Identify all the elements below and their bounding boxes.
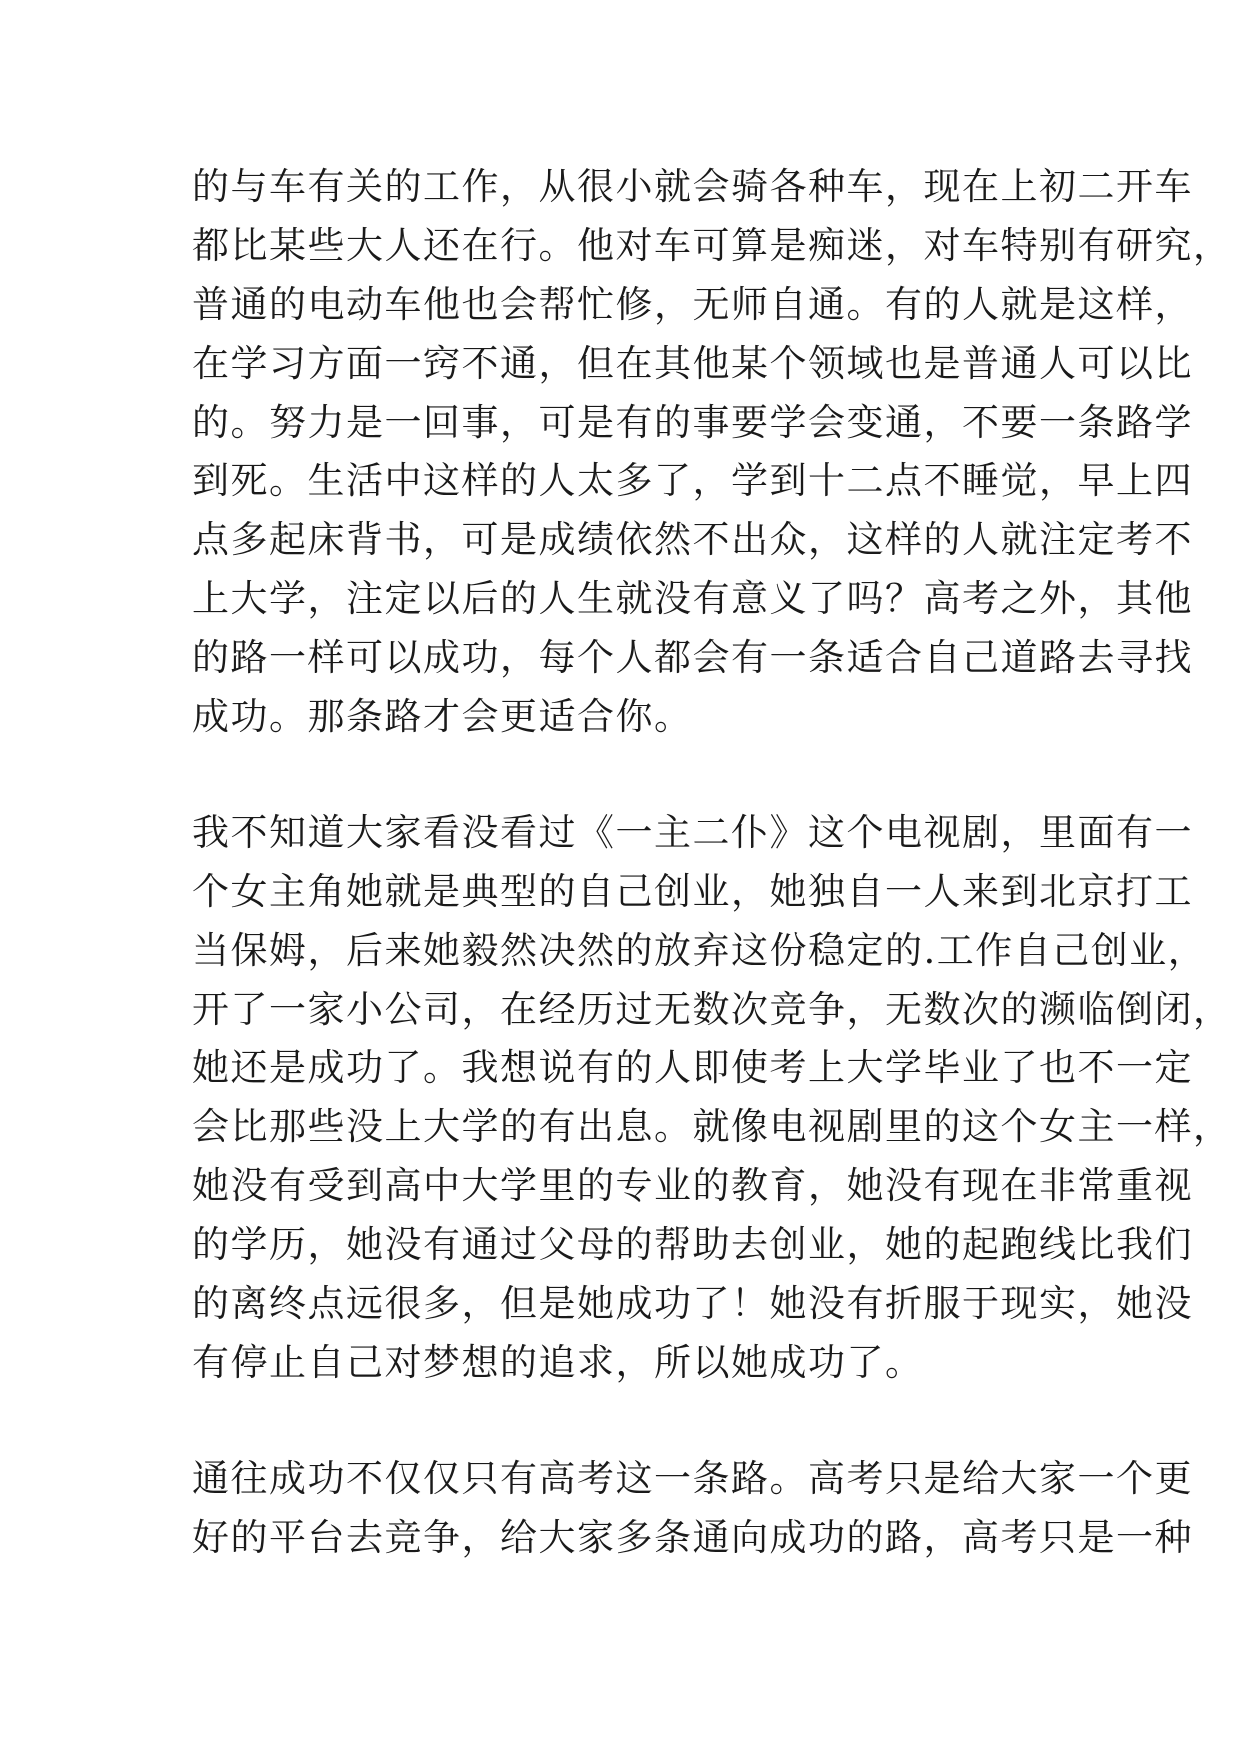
text-line: 会比那些没上大学的有出息。就像电视剧里的这个女主一样， <box>192 1105 1232 1149</box>
text-line: 她没有受到高中大学里的专业的教育，她没有现在非常重视 <box>192 1164 1193 1208</box>
text-line: 上大学，注定以后的人生就没有意义了吗？高考之外，其他 <box>192 577 1193 621</box>
text-line: 当保姆，后来她毅然决然的放弃这份稳定的.工作自己创业， <box>192 928 1207 972</box>
text-line: 个女主角她就是典型的自己创业，她独自一人来到北京打工 <box>192 869 1193 913</box>
paragraph-2 <box>192 804 1232 1393</box>
paragraph-1 <box>192 158 1232 747</box>
text-line: 的与车有关的工作，从很小就会骑各种车，现在上初二开车 <box>192 165 1193 208</box>
text-line: 开了一家小公司，在经历过无数次竞争，无数次的濒临倒闭， <box>192 987 1232 1031</box>
text-line: 的路一样可以成功，每个人都会有一条适合自己道路去寻找 <box>192 636 1193 680</box>
paragraph-spacer <box>192 1393 1072 1450</box>
text-line: 的。努力是一回事，可是有的事要学会变通，不要一条路学 <box>192 400 1193 444</box>
text-line: 在学习方面一窍不通，但在其他某个领域也是普通人可以比 <box>192 341 1193 385</box>
text-line: 的离终点远很多，但是她成功了！她没有折服于现实，她没 <box>192 1282 1193 1326</box>
text-line: 普通的电动车他也会帮忙修，无师自通。有的人就是这样， <box>192 282 1193 326</box>
text-line: 成功。那条路才会更适合你。 <box>192 695 693 739</box>
text-line: 好的平台去竞争，给大家多条通向成功的路，高考只是一种 <box>192 1515 1193 1559</box>
text-line: 有停止自己对梦想的追求，所以她成功了。 <box>192 1340 924 1384</box>
text-line: 她还是成功了。我想说有的人即使考上大学毕业了也不一定 <box>192 1046 1193 1090</box>
text-line: 点多起床背书，可是成绩依然不出众，这样的人就注定考不 <box>192 518 1193 562</box>
text-line: 到死。生活中这样的人太多了，学到十二点不睡觉，早上四 <box>192 459 1193 503</box>
paragraph-3 <box>192 1450 1193 1568</box>
paragraph-spacer <box>192 747 1072 804</box>
document-body <box>192 158 1232 1568</box>
text-line: 的学历，她没有通过父母的帮助去创业，她的起跑线比我们 <box>192 1223 1193 1267</box>
text-line: 都比某些大人还在行。他对车可算是痴迷，对车特别有研究， <box>192 223 1232 267</box>
text-line: 我不知道大家看没看过《一主二仆》这个电视剧，里面有一 <box>192 810 1193 854</box>
text-line: 通往成功不仅仅只有高考这一条路。高考只是给大家一个更 <box>192 1456 1193 1500</box>
